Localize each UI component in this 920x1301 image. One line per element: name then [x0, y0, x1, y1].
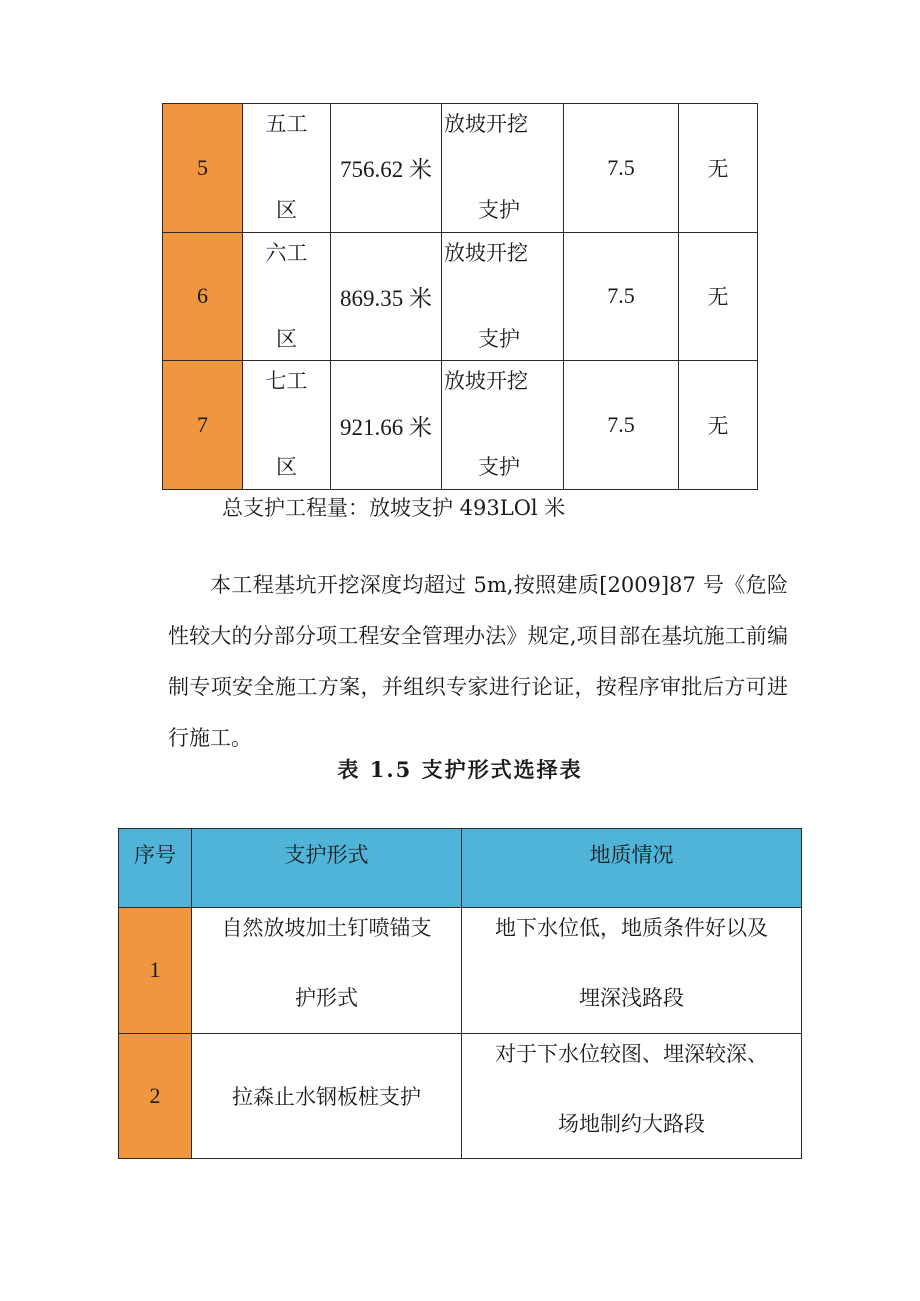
form-cell [192, 908, 462, 1034]
form-line1: 自然放坡加土钉喷锚支 [221, 916, 432, 940]
method-cell [442, 232, 564, 361]
geo-line2: 埋深浅路段 [579, 986, 684, 1010]
support-form-table [118, 828, 802, 1159]
header-geology: 地质情况 [462, 829, 802, 908]
table-row [163, 104, 758, 233]
value-cell: 7.5 [564, 232, 679, 361]
row-number: 7 [163, 361, 243, 490]
note-cell: 无 [679, 361, 758, 490]
row-number: 2 [119, 1033, 192, 1159]
geo-line1: 地下水位低，地质条件好以及 [495, 916, 768, 940]
table-caption: 表 1.5 支护形式选择表 [337, 757, 583, 782]
table-row [163, 361, 758, 490]
body-paragraph: 本工程基坑开挖深度均超过 5m,按照建质[2009]87 号《危险性较大的分部分项工程安全管理办法》规定,项目部在基坑施工前编制专项安全施工方案，并组织专家进行论证，按程序审批后方可进行施工。 [168, 573, 788, 750]
method-line2: 支护 [478, 326, 520, 351]
table-row [119, 908, 802, 1034]
geo-line2: 场地制约大路段 [558, 1111, 705, 1136]
method-cell [442, 361, 564, 490]
method-line2: 支护 [478, 455, 520, 480]
zone-line1: 六工 [265, 240, 308, 265]
zone-cell [243, 232, 331, 361]
zone-cell [243, 361, 331, 490]
zone-line1: 五工 [265, 112, 308, 136]
length-cell: 921.66 米 [331, 361, 442, 490]
method-line1: 放坡开挖 [444, 112, 528, 136]
row-number: 6 [163, 232, 243, 361]
form-cell: 拉森止水钢板桩支护 [192, 1033, 462, 1159]
table-header-row [119, 829, 802, 908]
top-table [162, 103, 758, 490]
header-num: 序号 [119, 829, 192, 908]
header-form: 支护形式 [192, 829, 462, 908]
zone-line2: 区 [276, 198, 297, 222]
zone-line2: 区 [276, 455, 297, 480]
length-cell: 756.62 米 [331, 104, 442, 233]
value-cell: 7.5 [564, 104, 679, 233]
row-number: 5 [163, 104, 243, 233]
value-cell: 7.5 [564, 361, 679, 490]
zone-cell [243, 104, 331, 233]
method-line1: 放坡开挖 [444, 369, 528, 394]
table-row [119, 1033, 802, 1159]
table-row [163, 232, 758, 361]
length-cell: 869.35 米 [331, 232, 442, 361]
zone-line2: 区 [276, 326, 297, 351]
note-cell: 无 [679, 104, 758, 233]
method-cell [442, 104, 564, 233]
method-line1: 放坡开挖 [444, 240, 528, 265]
geo-line1: 对于下水位较图、埋深较深、 [495, 1041, 768, 1066]
zone-line1: 七工 [265, 369, 308, 394]
form-line2: 护形式 [295, 986, 358, 1010]
row-number: 1 [119, 908, 192, 1034]
note-cell: 无 [679, 232, 758, 361]
total-quantity: 总支护工程量：放坡支护 493LOl 米 [222, 496, 566, 520]
geology-cell [462, 908, 802, 1034]
geology-cell [462, 1033, 802, 1159]
method-line2: 支护 [478, 198, 520, 222]
